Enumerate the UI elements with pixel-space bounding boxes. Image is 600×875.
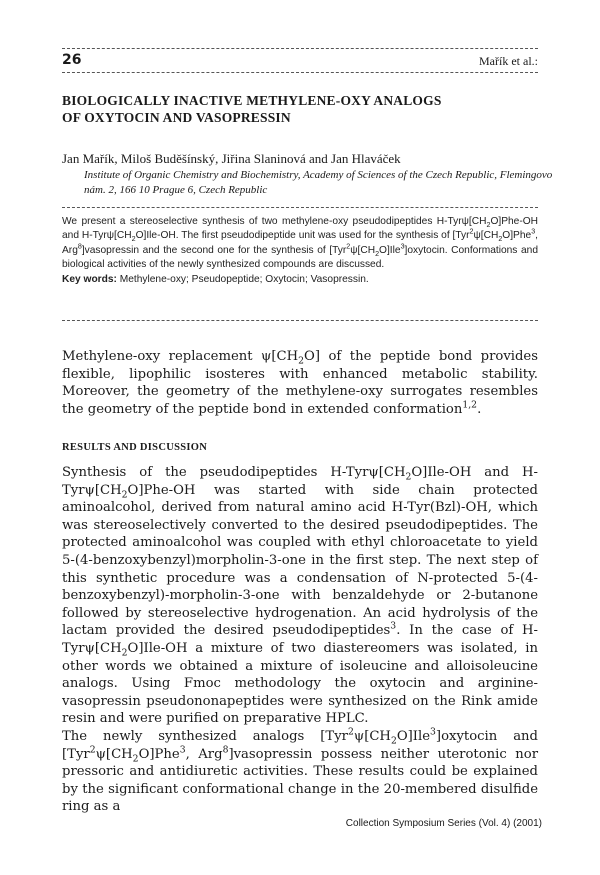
affiliation: Institute of Organic Chemistry and Biochemistry, Academy of Sciences of the Czech Republic, Flemingovo nám. 2, 166 10 Prague 6, Czech Republic bbox=[84, 169, 553, 196]
abstract: We present a stereoselective synthesis of two methylene-oxy pseudodipeptides $H-Tyr\psi[CH_2O]Phe-OH$ and $H-Tyr\psi[CH_2O]Ile-OH$. The first pseudodipeptide unit was used for the synthesis of [$Tyr^2\psi[CH_2O]Phe^3$, Arg$^8$]vasopressin and the second one for the synthesis of $[Tyr^2\psi[CH_2O]Ile^3]oxytocin$. Conformations and biological activities of the newly synthesized compounds are discussed. Key words: Methylene-oxy; Pseudopeptide; Oxytocin; Vasopressin. bbox=[62, 215, 538, 287]
journal-footer: Collection Symposium Series (Vol. 4) (2001) bbox=[345, 818, 542, 829]
citation-3: 3 bbox=[390, 620, 397, 632]
head-rule bbox=[62, 72, 538, 73]
title-line-1: BIOLOGICALLY INACTIVE METHYLENE-OXY ANALOGS bbox=[62, 93, 442, 108]
intro-paragraph: Methylene-oxy replacement $\psi[CH_2O]$ of the peptide bond provides flexible, lipophilic isosteres with enhanced metabolic stability. Moreover, the geometry of the methylene-oxy surrogates resembles the geometry of the peptide bond in extended conformation$^{1,2}$. bbox=[62, 349, 538, 417]
abstract-top-rule bbox=[62, 207, 538, 208]
section-heading: RESULTS AND DISCUSSION bbox=[62, 442, 208, 453]
keywords bbox=[62, 273, 538, 287]
title-line-2: OF OXYTOCIN AND VASOPRESSIN bbox=[62, 110, 291, 125]
results-paragraph-2: The newly synthesized analogs $[Tyr^2\psi[CH_2O]Ile^3]oxytocin$ and [$Tyr^2\psi[CH_2O]Phe^3$, Arg$^8$]vasopressin possess neither uterotonic nor pressoric and antidiuretic activities. These results could be explained by the significant conformational change in the 20-membered disulfide ring as a bbox=[62, 726, 538, 815]
results-paragraph: Synthesis of the pseudodipeptides $H-Tyr\psi[CH_2O]Ile-OH$ and $H-Tyr\psi[CH_2O]Phe-OH$ was started with side chain protected aminoalcohol, derived from natural amino acid H-Tyr(Bzl)-OH, which was stereoselectively converted to the desired pseudodipeptides. The protected aminoalcohol was coupled with ethyl chloroacetate to yield 5-(4-benzoxybenzyl)morpholin-3-one in the first step. The next step of this synthetic procedure was a condensation of N-protected 5-(4-benzoxybenzyl)-morpholin-3-one with benzaldehyde or 2-butanone followed by stereoselective hydrogenation. An acid hydrolysis of the lactam provided the desired pseudodipeptides$^3$. In the case of $H-Tyr\psi[CH_2O]Ile-OH$ a mixture of two diastereomers was isolated, in other words we obtained a mixture of isoleucine and alloisoleucine analogs. Using Fmoc methodology the oxytocin and arginine-vasopressin pseudononapeptides were synthesized on the Rink amide resin and were purified on preparative HPLC. The newly synthesized analogs $[Tyr^2\psi[CH_2O]Ile^3]oxytocin$ and [$Tyr^2\psi[CH_2O]Phe^3$, Arg$^8$]vasopressin possess neither uterotonic nor pressoric and antidiuretic activities. These results could be explained by the significant conformational change in the 20-membered disulfide ring as a bbox=[62, 465, 538, 815]
running-head bbox=[62, 54, 538, 70]
citation-1-2: 1,2 bbox=[462, 399, 478, 411]
running-authors: Mařík et al.: bbox=[479, 54, 538, 68]
keywords-label: Key words: bbox=[62, 273, 117, 285]
abstract-bottom-rule bbox=[62, 320, 538, 321]
author-list: Jan Mařík, Miloš Buděšínský, Jiřina Slaninová and Jan Hlaváček bbox=[62, 151, 401, 166]
article-title bbox=[62, 92, 542, 126]
keywords-list: Methylene-oxy; Pseudopeptide; Oxytocin; Vasopressin. bbox=[119, 273, 369, 285]
top-rule bbox=[62, 48, 538, 49]
page-number: 26 bbox=[62, 52, 82, 68]
